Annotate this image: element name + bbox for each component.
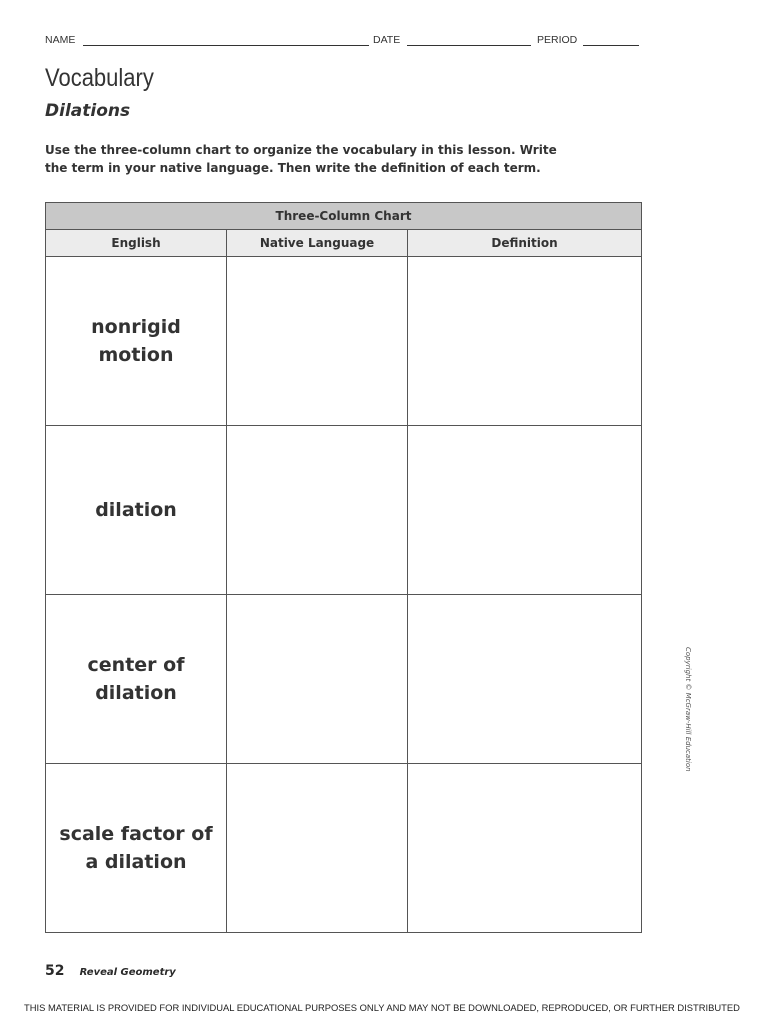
table-row — [46, 595, 642, 764]
chart-title: Three-Column Chart — [46, 203, 642, 230]
definition-cell[interactable] — [408, 257, 642, 426]
copyright-notice: Copyright © McGraw-Hill Education — [684, 647, 692, 772]
page-footer — [45, 960, 176, 979]
name-label: NAME — [45, 34, 76, 46]
term-english: scale factor of a dilation — [46, 764, 227, 933]
term-english: center of dilation — [46, 595, 227, 764]
definition-cell[interactable] — [408, 764, 642, 933]
page-number: 52 — [45, 963, 65, 979]
definition-cell[interactable] — [408, 426, 642, 595]
term-english: dilation — [46, 426, 227, 595]
three-column-chart — [45, 202, 642, 933]
native-language-cell[interactable] — [227, 426, 408, 595]
period-line — [583, 45, 639, 46]
definition-cell[interactable] — [408, 595, 642, 764]
native-language-cell[interactable] — [227, 764, 408, 933]
distribution-disclaimer: THIS MATERIAL IS PROVIDED FOR INDIVIDUAL EDUCATIONAL PURPOSES ONLY AND MAY NOT BE DOWNLOADED, REPRODUCED, OR FURTHER DISTRIBUTED — [24, 1002, 740, 1013]
date-label: DATE — [373, 34, 401, 46]
book-title: Reveal Geometry — [79, 967, 176, 978]
instructions-text: Use the three-column chart to organize the vocabulary in this lesson. Write the term in your native language. Then write the definition of each term. — [45, 143, 557, 175]
student-info-header — [45, 34, 641, 48]
table-row — [46, 764, 642, 933]
column-header-definition: Definition — [408, 230, 642, 257]
native-language-cell[interactable] — [227, 257, 408, 426]
chart-header-row — [46, 230, 642, 257]
column-header-english: English — [46, 230, 227, 257]
date-line — [407, 45, 531, 46]
table-row — [46, 426, 642, 595]
native-language-cell[interactable] — [227, 595, 408, 764]
name-line — [83, 45, 369, 46]
page-subtitle: Dilations — [45, 101, 131, 121]
term-english: nonrigid motion — [46, 257, 227, 426]
column-header-native-language: Native Language — [227, 230, 408, 257]
table-row — [46, 257, 642, 426]
page-title: Vocabulary — [45, 64, 154, 92]
period-label: PERIOD — [537, 34, 578, 46]
